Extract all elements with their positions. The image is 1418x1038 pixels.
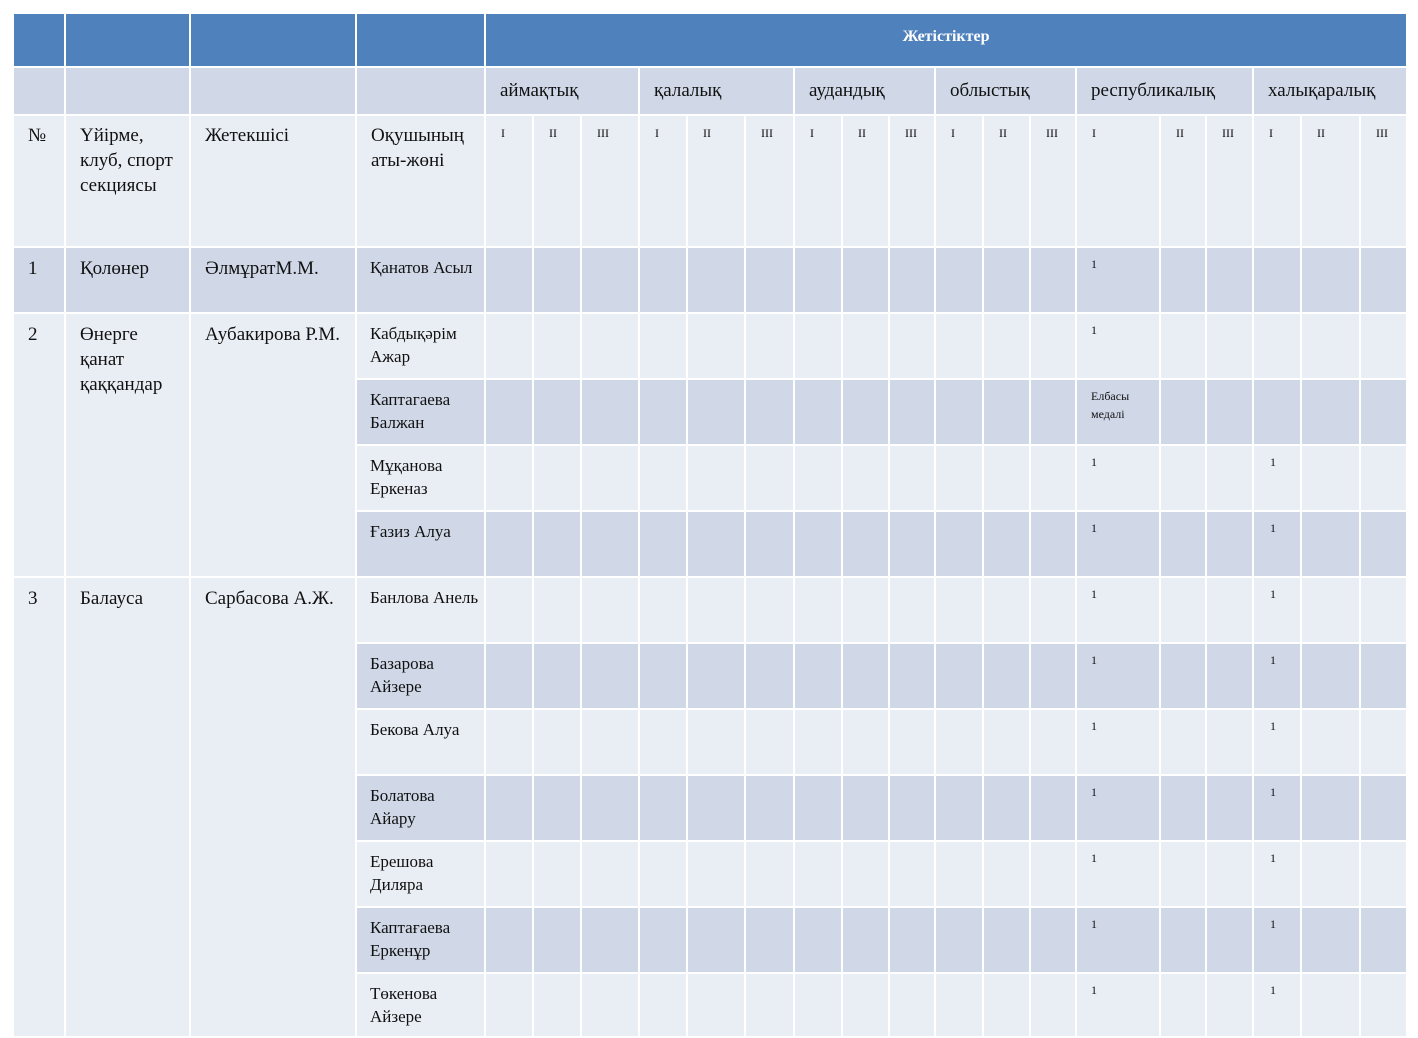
data-cell: [639, 709, 687, 775]
data-cell: [935, 247, 983, 313]
table-row: [13, 577, 1407, 643]
data-cell: [639, 247, 687, 313]
data-cell: [745, 643, 794, 709]
data-cell: [533, 841, 581, 907]
data-cell: [935, 379, 983, 445]
data-cell: [1030, 973, 1076, 1037]
data-cell: [1301, 445, 1360, 511]
data-cell: [581, 709, 639, 775]
data-cell: [687, 445, 745, 511]
data-cell: [533, 577, 581, 643]
data-cell: [745, 445, 794, 511]
data-cell: [1160, 577, 1206, 643]
data-cell: [842, 643, 889, 709]
data-cell: [533, 709, 581, 775]
data-cell: [1030, 907, 1076, 973]
place-header: I: [1253, 115, 1301, 247]
level-header: қалалық: [639, 67, 794, 115]
data-cell: [1030, 379, 1076, 445]
data-cell: [1160, 973, 1206, 1037]
student-name: Ғазиз Алуа: [356, 511, 485, 577]
data-cell: [1360, 643, 1407, 709]
data-cell: [889, 313, 935, 379]
data-cell: [983, 973, 1030, 1037]
data-cell: [533, 907, 581, 973]
student-name: Төкенова Айзере: [356, 973, 485, 1037]
leader-column-header: Жетекшісі: [190, 115, 356, 247]
data-cell: [889, 379, 935, 445]
place-header: I: [935, 115, 983, 247]
data-cell: [687, 709, 745, 775]
data-cell: [1301, 313, 1360, 379]
data-cell: [1206, 445, 1253, 511]
student-name: Каптағаева Еркенұр: [356, 907, 485, 973]
student-name: Ерешова Диляра: [356, 841, 485, 907]
data-cell: [1160, 841, 1206, 907]
data-cell: [1360, 907, 1407, 973]
data-cell: [485, 907, 533, 973]
table-row: [13, 247, 1407, 313]
data-cell: [687, 577, 745, 643]
data-cell: [983, 313, 1030, 379]
data-cell: [1160, 643, 1206, 709]
data-cell: [687, 841, 745, 907]
data-cell: [983, 775, 1030, 841]
student-name: Бекова Алуа: [356, 709, 485, 775]
data-cell: [889, 907, 935, 973]
student-name: Каптагаева Балжан: [356, 379, 485, 445]
data-cell: [639, 445, 687, 511]
data-cell: [889, 643, 935, 709]
data-cell: [1206, 973, 1253, 1037]
data-cell: [1360, 313, 1407, 379]
data-cell: [983, 445, 1030, 511]
place-header: III: [745, 115, 794, 247]
club-name: Өнерге қанат қаққандар: [65, 313, 190, 577]
data-cell: [842, 775, 889, 841]
data-cell: [533, 247, 581, 313]
data-cell: [935, 445, 983, 511]
student-name: Базарова Айзере: [356, 643, 485, 709]
data-cell: [1030, 511, 1076, 577]
data-cell: [687, 643, 745, 709]
row-number: 3: [13, 577, 65, 1037]
data-cell: [745, 907, 794, 973]
data-cell: [485, 577, 533, 643]
header-row-top: [13, 13, 1407, 67]
data-cell: [935, 643, 983, 709]
header-blank-cell: [356, 67, 485, 115]
leader-name: ӘлмұратМ.М.: [190, 247, 356, 313]
place-header: I: [639, 115, 687, 247]
data-cell: [1206, 247, 1253, 313]
data-cell: [581, 247, 639, 313]
level-header: халықаралық: [1253, 67, 1407, 115]
data-cell: [842, 841, 889, 907]
data-cell: [842, 577, 889, 643]
international-place-1-cell: 1: [1253, 511, 1301, 577]
header-blank-cell: [13, 13, 65, 67]
place-header: I: [1076, 115, 1160, 247]
data-cell: [1360, 247, 1407, 313]
data-cell: [581, 775, 639, 841]
international-place-1-cell: 1: [1253, 907, 1301, 973]
data-cell: [1030, 247, 1076, 313]
data-cell: [639, 841, 687, 907]
data-cell: [1301, 511, 1360, 577]
data-cell: [687, 313, 745, 379]
data-cell: [1206, 379, 1253, 445]
data-cell: [889, 973, 935, 1037]
international-place-1-cell: 1: [1253, 841, 1301, 907]
data-cell: [794, 313, 842, 379]
data-cell: [639, 577, 687, 643]
data-cell: [794, 973, 842, 1037]
place-header: III: [1206, 115, 1253, 247]
data-cell: [1360, 709, 1407, 775]
data-cell: [1030, 445, 1076, 511]
data-cell: [485, 643, 533, 709]
level-header: республикалық: [1076, 67, 1253, 115]
data-cell: [1360, 511, 1407, 577]
international-place-1-cell: [1253, 379, 1301, 445]
data-cell: [581, 643, 639, 709]
achievements-table: [12, 12, 1408, 1038]
data-cell: [485, 973, 533, 1037]
data-cell: [581, 841, 639, 907]
data-cell: [639, 379, 687, 445]
data-cell: [687, 973, 745, 1037]
data-cell: [1206, 709, 1253, 775]
data-cell: [533, 643, 581, 709]
club-name: Балауса: [65, 577, 190, 1037]
data-cell: [1030, 643, 1076, 709]
data-cell: [533, 445, 581, 511]
data-cell: [983, 577, 1030, 643]
student-name: Мұқанова Еркеназ: [356, 445, 485, 511]
data-cell: [745, 577, 794, 643]
data-cell: [842, 511, 889, 577]
data-cell: [794, 907, 842, 973]
republic-place-1-cell: 1: [1076, 643, 1160, 709]
data-cell: [1301, 247, 1360, 313]
data-cell: [1160, 247, 1206, 313]
international-place-1-cell: 1: [1253, 973, 1301, 1037]
data-cell: [533, 973, 581, 1037]
data-cell: [533, 313, 581, 379]
data-cell: [745, 313, 794, 379]
data-cell: [687, 511, 745, 577]
data-cell: [842, 313, 889, 379]
data-cell: [935, 577, 983, 643]
level-header: облыстық: [935, 67, 1076, 115]
header-blank-cell: [65, 13, 190, 67]
place-header: III: [1030, 115, 1076, 247]
data-cell: [1301, 577, 1360, 643]
data-cell: [935, 511, 983, 577]
header-blank-cell: [190, 13, 356, 67]
data-cell: [1360, 841, 1407, 907]
data-cell: [983, 379, 1030, 445]
data-cell: [1206, 775, 1253, 841]
data-cell: [794, 379, 842, 445]
data-cell: [1301, 973, 1360, 1037]
data-cell: [794, 775, 842, 841]
data-cell: [794, 709, 842, 775]
data-cell: [889, 775, 935, 841]
data-cell: [1206, 577, 1253, 643]
row-number: 2: [13, 313, 65, 577]
data-cell: [533, 511, 581, 577]
data-cell: [1301, 907, 1360, 973]
club-name: Қолөнер: [65, 247, 190, 313]
data-cell: [889, 709, 935, 775]
data-cell: [1360, 973, 1407, 1037]
republic-place-1-cell: 1: [1076, 841, 1160, 907]
international-place-1-cell: 1: [1253, 643, 1301, 709]
data-cell: [1206, 511, 1253, 577]
table-row: [13, 313, 1407, 379]
level-header: аудандық: [794, 67, 935, 115]
international-place-1-cell: [1253, 313, 1301, 379]
data-cell: [1206, 643, 1253, 709]
data-cell: [983, 709, 1030, 775]
student-name: Банлова Анель: [356, 577, 485, 643]
place-header: II: [842, 115, 889, 247]
republic-place-1-cell: 1: [1076, 247, 1160, 313]
data-cell: [1206, 907, 1253, 973]
international-place-1-cell: [1253, 247, 1301, 313]
header-blank-cell: [356, 13, 485, 67]
student-name: Кабдықәрім Ажар: [356, 313, 485, 379]
place-header: I: [485, 115, 533, 247]
data-cell: [485, 247, 533, 313]
data-cell: [1160, 313, 1206, 379]
republic-place-1-cell: 1: [1076, 775, 1160, 841]
data-cell: [983, 841, 1030, 907]
achievements-title: Жетістіктер: [485, 13, 1407, 67]
republic-place-1-cell: 1: [1076, 709, 1160, 775]
data-cell: [935, 775, 983, 841]
data-cell: [1160, 907, 1206, 973]
place-header: II: [533, 115, 581, 247]
republic-place-1-cell: 1: [1076, 511, 1160, 577]
place-header: III: [889, 115, 935, 247]
republic-place-1-cell: Елбасы медалі: [1076, 379, 1160, 445]
data-cell: [794, 511, 842, 577]
data-cell: [983, 511, 1030, 577]
data-cell: [1030, 577, 1076, 643]
data-cell: [1360, 445, 1407, 511]
data-cell: [1206, 313, 1253, 379]
republic-place-1-cell: 1: [1076, 313, 1160, 379]
data-cell: [485, 379, 533, 445]
republic-place-1-cell: 1: [1076, 445, 1160, 511]
data-cell: [794, 445, 842, 511]
data-cell: [935, 841, 983, 907]
data-cell: [485, 841, 533, 907]
data-cell: [1160, 379, 1206, 445]
place-header: II: [687, 115, 745, 247]
data-cell: [794, 577, 842, 643]
data-cell: [794, 643, 842, 709]
data-cell: [581, 313, 639, 379]
data-cell: [983, 247, 1030, 313]
data-cell: [935, 313, 983, 379]
level-header: аймақтық: [485, 67, 639, 115]
data-cell: [745, 709, 794, 775]
place-header: III: [581, 115, 639, 247]
international-place-1-cell: 1: [1253, 445, 1301, 511]
data-cell: [745, 247, 794, 313]
data-cell: [1360, 775, 1407, 841]
data-cell: [1301, 709, 1360, 775]
data-cell: [983, 643, 1030, 709]
data-cell: [842, 973, 889, 1037]
data-cell: [639, 907, 687, 973]
student-name: Болатова Айару: [356, 775, 485, 841]
data-cell: [1206, 841, 1253, 907]
data-cell: [639, 775, 687, 841]
data-cell: [935, 907, 983, 973]
data-cell: [745, 511, 794, 577]
data-cell: [889, 445, 935, 511]
data-cell: [1030, 709, 1076, 775]
data-cell: [935, 973, 983, 1037]
data-cell: [1030, 775, 1076, 841]
row-number: 1: [13, 247, 65, 313]
data-cell: [485, 775, 533, 841]
data-cell: [1030, 313, 1076, 379]
place-header: II: [1301, 115, 1360, 247]
data-cell: [581, 445, 639, 511]
data-cell: [1030, 841, 1076, 907]
data-cell: [794, 841, 842, 907]
header-blank-cell: [65, 67, 190, 115]
data-cell: [842, 709, 889, 775]
data-cell: [687, 907, 745, 973]
data-cell: [745, 775, 794, 841]
data-cell: [745, 379, 794, 445]
data-cell: [794, 247, 842, 313]
data-cell: [1160, 709, 1206, 775]
place-header: III: [1360, 115, 1407, 247]
data-cell: [639, 313, 687, 379]
republic-place-1-cell: 1: [1076, 577, 1160, 643]
data-cell: [639, 643, 687, 709]
international-place-1-cell: 1: [1253, 577, 1301, 643]
data-cell: [485, 511, 533, 577]
data-cell: [1160, 445, 1206, 511]
data-cell: [842, 907, 889, 973]
header-row-columns: [13, 115, 1407, 247]
leader-name: Аубакирова Р.М.: [190, 313, 356, 577]
data-cell: [1301, 841, 1360, 907]
data-cell: [1160, 775, 1206, 841]
republic-place-1-cell: 1: [1076, 907, 1160, 973]
data-cell: [889, 247, 935, 313]
leader-name: Сарбасова А.Ж.: [190, 577, 356, 1037]
data-cell: [639, 511, 687, 577]
data-cell: [842, 247, 889, 313]
data-cell: [889, 511, 935, 577]
data-cell: [533, 775, 581, 841]
data-cell: [842, 379, 889, 445]
data-cell: [485, 709, 533, 775]
data-cell: [745, 973, 794, 1037]
data-cell: [687, 379, 745, 445]
data-cell: [581, 511, 639, 577]
data-cell: [1160, 511, 1206, 577]
data-cell: [1301, 643, 1360, 709]
data-cell: [983, 907, 1030, 973]
club-column-header: Үйірме, клуб, спорт секциясы: [65, 115, 190, 247]
data-cell: [485, 445, 533, 511]
data-cell: [687, 775, 745, 841]
student-name: Қанатов Асыл: [356, 247, 485, 313]
data-cell: [935, 709, 983, 775]
data-cell: [485, 313, 533, 379]
data-cell: [581, 907, 639, 973]
data-cell: [1301, 379, 1360, 445]
header-blank-cell: [190, 67, 356, 115]
data-cell: [1360, 577, 1407, 643]
international-place-1-cell: 1: [1253, 775, 1301, 841]
place-header: II: [983, 115, 1030, 247]
data-cell: [1360, 379, 1407, 445]
header-blank-cell: [13, 67, 65, 115]
student-column-header: Оқушының аты-жөні: [356, 115, 485, 247]
data-cell: [842, 445, 889, 511]
data-cell: [745, 841, 794, 907]
data-cell: [889, 577, 935, 643]
data-cell: [533, 379, 581, 445]
data-cell: [581, 379, 639, 445]
international-place-1-cell: 1: [1253, 709, 1301, 775]
republic-place-1-cell: 1: [1076, 973, 1160, 1037]
header-row-levels: [13, 67, 1407, 115]
place-header: II: [1160, 115, 1206, 247]
data-cell: [581, 973, 639, 1037]
data-cell: [1301, 775, 1360, 841]
place-header: I: [794, 115, 842, 247]
data-cell: [639, 973, 687, 1037]
data-cell: [581, 577, 639, 643]
data-cell: [687, 247, 745, 313]
data-cell: [889, 841, 935, 907]
num-column-header: №: [13, 115, 65, 247]
